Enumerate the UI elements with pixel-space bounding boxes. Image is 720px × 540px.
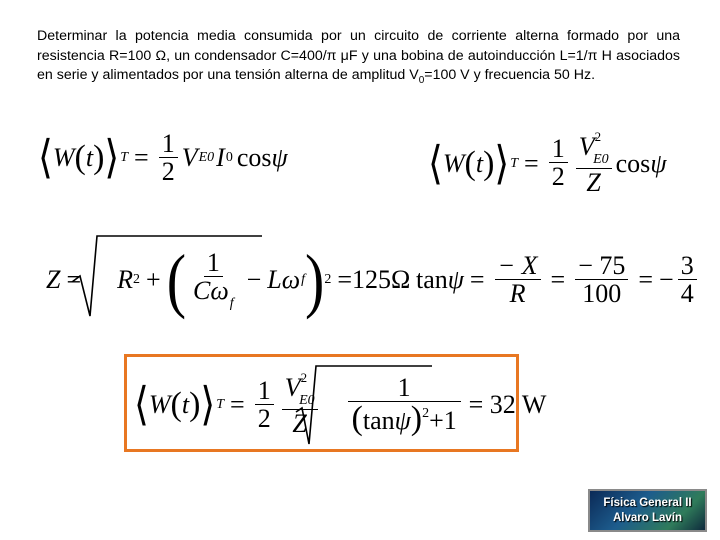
eq5-t: t bbox=[181, 390, 190, 419]
eq3-outer-sq: 2 bbox=[324, 272, 332, 287]
eq5-vz bbox=[282, 371, 318, 438]
eq3-l: L bbox=[267, 265, 282, 294]
eq5-v: V bbox=[284, 373, 301, 403]
eq4-minus: − bbox=[659, 265, 674, 295]
eq1-T: T bbox=[120, 150, 129, 166]
eq2-z: Z bbox=[586, 167, 601, 197]
eq4-tan: tan bbox=[416, 265, 448, 295]
eq1-i0: 0 bbox=[225, 150, 233, 166]
eq4-100: 100 bbox=[582, 279, 622, 309]
eq1-half bbox=[159, 130, 178, 187]
eq2-w: W bbox=[442, 148, 465, 178]
problem-text-end: =100 V y frecuencia 50 Hz. bbox=[424, 67, 596, 83]
eq4-negx: − X bbox=[495, 252, 541, 280]
equation-final-power: ⟨ W ( t ) ⟩ T = $\frac{1}{2}$ $\frac{V^2_{E0}}{Z}$ $\frac{1}{(\tan\psi)^2+1}$ = 32 W bbox=[134, 370, 547, 439]
logo-line2: Alvaro Lavín bbox=[612, 511, 683, 524]
eq3-f2: f bbox=[301, 272, 306, 287]
eq5-num-b: 1 bbox=[348, 374, 461, 402]
eq1-i: I bbox=[216, 143, 225, 173]
eq4-4: 4 bbox=[680, 279, 694, 309]
eq1-e0: E0 bbox=[198, 150, 215, 166]
eq3-r: R bbox=[117, 265, 134, 294]
problem-statement bbox=[37, 27, 680, 90]
eq3-r-sq: 2 bbox=[133, 272, 141, 287]
course-logo bbox=[588, 489, 707, 532]
eq4-equals3: = bbox=[638, 265, 654, 295]
eq4-frac1 bbox=[495, 252, 541, 309]
eq2-equals: = bbox=[524, 148, 539, 178]
eq5-v-sq: 2 bbox=[300, 370, 308, 386]
eq5-equals: = bbox=[230, 390, 245, 419]
eq2-cos: cos bbox=[615, 148, 651, 178]
eq4-equals1: = bbox=[469, 265, 485, 295]
eq4-neg75: − 75 bbox=[575, 252, 628, 280]
eq1-v: V bbox=[181, 143, 198, 173]
eq3-equals: = bbox=[66, 265, 82, 294]
eq4-frac2 bbox=[575, 252, 628, 309]
logo-line1: Física General II bbox=[603, 496, 692, 509]
eq4-r: R bbox=[509, 279, 526, 309]
eq2-v-sq: 2 bbox=[594, 129, 602, 144]
eq5-tan: tan bbox=[362, 406, 395, 436]
amplitude-subscript: 0 bbox=[418, 74, 425, 86]
eq5-e0: E0 bbox=[299, 393, 315, 409]
eq4-frac3 bbox=[678, 252, 697, 309]
eq1-den: 2 bbox=[161, 157, 175, 187]
eq5-tan-sq: 2 bbox=[422, 406, 430, 422]
eq4-3: 3 bbox=[678, 252, 697, 280]
eq3-plus: + bbox=[146, 265, 161, 294]
eq3-result: =125Ω bbox=[337, 265, 411, 294]
eq2-den: 2 bbox=[551, 162, 565, 192]
eq5-sqrt-frac: $\frac{1}{(\tan\psi)^2+1}$ bbox=[348, 374, 461, 436]
eq5-plus1: +1 bbox=[429, 406, 457, 436]
eq3-omega2: ω bbox=[281, 265, 301, 294]
equation-average-power-z: ⟨ W ( t ) ⟩ T = $\frac{1}{2}$ $\frac{V^2_{E0}}{Z}$ cos ψ bbox=[428, 129, 667, 197]
eq5-w: W bbox=[148, 390, 171, 419]
eq1-cos: cos bbox=[236, 143, 272, 173]
equation-tan-psi bbox=[416, 252, 701, 309]
problem-text: Determinar la potencia media consumida por un circuito de corriente alterna formado por una resistencia R=100 Ω, un condensador C=400/π μF y una bobina de autoinducción L=1/π H asociados en serie y alimentados por una tensión alterna de amplitud V bbox=[37, 28, 680, 83]
eq1-t: t bbox=[85, 143, 94, 173]
eq2-e0: E0 bbox=[593, 152, 609, 167]
eq1-psi: ψ bbox=[271, 143, 288, 173]
eq2-psi: ψ bbox=[650, 148, 667, 178]
eq4-psi: ψ bbox=[447, 265, 464, 295]
eq2-v: V bbox=[578, 132, 595, 161]
eq3-num: 1 bbox=[204, 249, 223, 277]
eq2-half bbox=[549, 135, 568, 192]
equation-impedance: Z = R 2 + ( $\frac{1}{C\omega_f}$ − L ω f ) 2 =125Ω bbox=[46, 238, 411, 320]
eq5-result: = 32 W bbox=[468, 390, 547, 419]
eq3-f1: f bbox=[229, 295, 234, 311]
eq2-num: 1 bbox=[549, 135, 568, 163]
eq5-z: Z bbox=[292, 409, 307, 439]
eq3-c: C bbox=[193, 275, 211, 305]
eq3-omega1: ω bbox=[210, 275, 229, 305]
eq5-den: 2 bbox=[257, 403, 271, 433]
eq5-num: 1 bbox=[255, 377, 274, 405]
eq1-num: 1 bbox=[159, 130, 178, 158]
eq3-minus: − bbox=[246, 265, 262, 294]
eq2-vz bbox=[576, 130, 612, 197]
eq5-psi: ψ bbox=[394, 406, 411, 436]
eq1-equals: = bbox=[134, 143, 149, 173]
eq1-w: W bbox=[52, 143, 75, 173]
equation-average-power-vi: ⟨ W ( t ) ⟩ T = $\frac{1}{2}$ V E0 I 0 cos ψ bbox=[38, 129, 288, 187]
eq2-T: T bbox=[510, 155, 519, 171]
eq2-t: t bbox=[475, 148, 484, 178]
eq5-half bbox=[255, 377, 274, 434]
eq3-reciprocal bbox=[190, 249, 237, 312]
eq3-z: Z bbox=[46, 265, 61, 294]
eq5-T: T bbox=[216, 397, 225, 412]
eq4-equals2: = bbox=[550, 265, 566, 295]
